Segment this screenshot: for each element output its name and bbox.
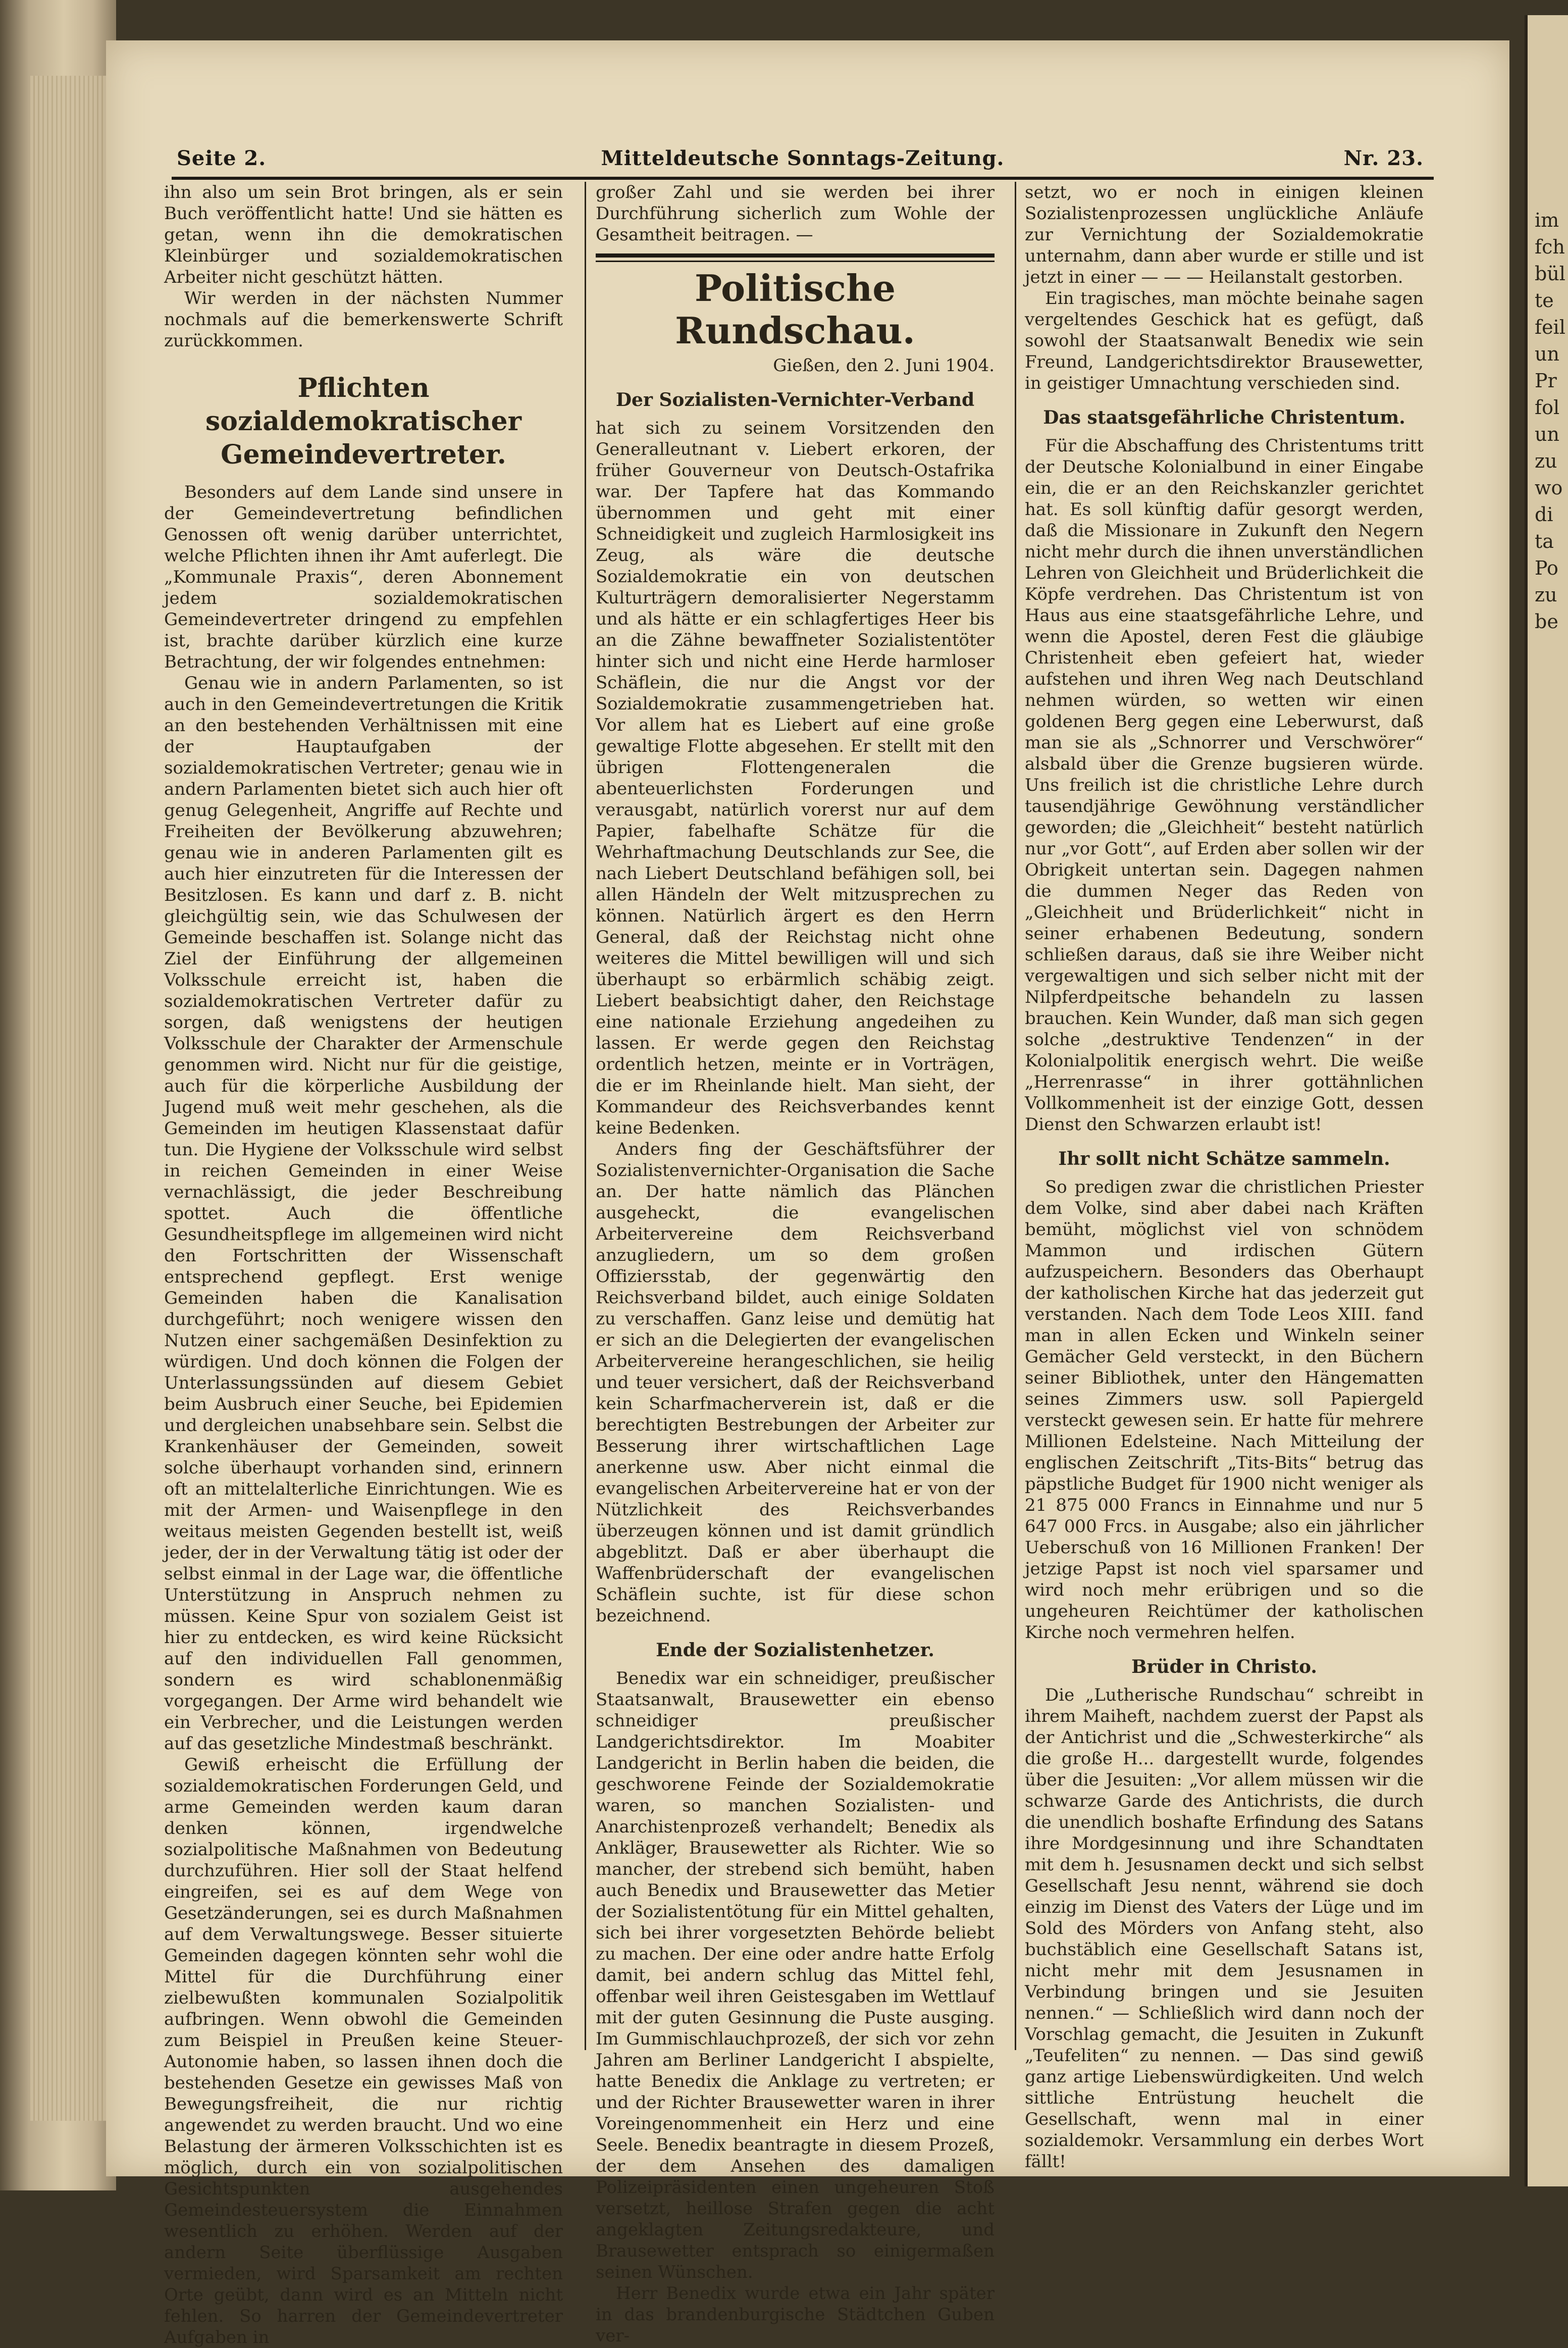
article-paragraph: Herr Benedix wurde etwa ein Jahr später in das brandenburgische Städtchen Guben ver- (596, 2283, 995, 2346)
article-continuation: ihn also um sein Brot bringen, als er sein Buch veröffentlicht hatte! Und sie hätten es getan, wenn ihn die demokratischen Kleinbürger und sozialdemokratischen Arbeiter nicht geschützt hätten. (164, 182, 563, 287)
section-masthead: Politische Rundschau. (675, 267, 915, 352)
article-heading: Das staatsgefährliche Christentum. (1043, 407, 1405, 428)
page-number: Seite 2. (177, 146, 267, 170)
article-paragraph: Gewiß erheischt die Erfüllung der sozialdemokratischen Forderungen Geld, und arme Gemeinden werden kaum daran denken können, irgendwelche sozialpolitische Maßnahmen von Bedeutung durchzuführen. Hier soll der Staat helfend eingreifen, sei es auf dem Wege von Gesetzänderungen, sei es durch Maßnahmen auf dem Verwaltungswege. Besser situierte Gemeinden dagegen könnten sehr wohl die Mittel für die Durchführung einer zielbewußten kommunalen Sozialpolitik aufbringen. Wenn obwohl die Gemeinden zum Beispiel in Preußen keine Steuer-Autonomie haben, so lassen ihnen doch die bestehenden Gesetze ein gewisses Maß von Bewegungsfreiheit, die nur richtig angewendet zu werden braucht. Und wo eine Belastung der ärmeren Volksschichten ist es möglich, durch ein von sozialpolitischen Gesichtspunkten ausgehendes Gemeindesteuersystem die Einnahmen wesentlich zu erhöhen. Werden auf der andern Seite überflüssige Ausgaben vermieden, wird Sparsamkeit am rechten Orte geübt, dann wird es an Mitteln nicht fehlen. So harren der Gemeindevertreter Aufgaben in (164, 1755, 563, 2347)
article-heading: Ende der Sozialistenhetzer. (656, 1640, 934, 1661)
article-paragraph: Wir werden in der nächsten Nummer nochmals auf die bemerkenswerte Schrift zurückkommen. (164, 288, 563, 351)
column-3 (1025, 182, 1424, 2172)
page-edges (30, 76, 106, 2121)
article-heading: Pflichten sozialdemokratischer Gemeindevertreter. (205, 373, 521, 470)
article-paragraph: Ein tragisches, man möchte beinahe sagen vergeltendes Geschick hat es gefügt, daß sowohl der Staatsanwalt Benedix wie sein Freund, Landgerichtsdirektor Brausewetter, in geistiger Umnachtung verschieden sind. (1025, 288, 1424, 393)
column-1 (164, 182, 563, 2347)
article-paragraph: Anders fing der Geschäftsführer der Sozialistenvernichter-Organisation die Sache an. Der hatte nämlich das Plänchen ausgeheckt, die evangelischen Arbeitervereine dem Reichsverband anzugliedern, um so dem großen Offiziersstab, der gegenwärtig den Reichsverband bildet, auch einige Soldaten zu verschaffen. Ganz leise und demütig hat er sich an die Delegierten der evangelischen Arbeitervereine herangeschlichen, sie heilig und teuer versichert, daß der Reichsverband kein Scharfmacherverein ist, daß er die berechtigten Bestrebungen der Arbeiter zur Besserung ihrer wirtschaftlichen Lage anerkenne usw. Aber nicht einmal die evangelischen Arbeitervereine hat er von der Nützlichkeit des Reichsverbandes überzeugen können und ist damit gründlich abgeblitzt. Daß er aber überhaupt die Waffenbrüderschaft der evangelischen Schäflein suchte, ist für diese schon bezeichnend. (596, 1139, 995, 1626)
next-page-text-fragment: im fch bül te feil un Pr fol un zu wo di ta Po zu be (1535, 209, 1565, 633)
article-paragraph: Genau wie in andern Parlamenten, so ist auch in den Gemeindevertretungen die Kritik an den bestehenden Verhältnissen mit eine der Hauptaufgaben der sozialdemokratischen Vertreter; genau wie in andern Parlamenten bietet sich auch hier oft genug Gelegenheit, Angriffe auf Rechte und Freiheiten der Bevölkerung abzuwehren; genau wie in anderen Parlamenten gilt es auch hier einzutreten für die Interessen der Besitzlosen. Es kann und darf z. B. nicht gleichgültig sein, wie das Schulwesen der Gemeinde beschaffen ist. Solange nicht das Ziel der Einführung der allgemeinen Volksschule erreicht ist, haben die sozialdemokratischen Vertreter dafür zu sorgen, daß wenigstens der heutigen Volksschule der Charakter der Armenschule genommen wird. Nicht nur für die geistige, auch für die körperliche Ausbildung der Jugend muß weit mehr geschehen, als die Gemeinden im heutigen Klassenstaat dafür tun. Die Hygiene der Volksschule wird selbst in reichen Gemeinden in einer Weise vernachlässigt, die jeder Beschreibung spottet. Auch die öffentliche Gesundheitspflege im allgemeinen wird nicht den Fortschritten der Wissenschaft entsprechend gepflegt. Erst wenige Gemeinden haben die Kanalisation durchgeführt; noch wenigere wissen den Nutzen einer sachgemäßen Desinfektion zu würdigen. Und doch können die Folgen der Unterlassungssünden auf diesem Gebiet beim Ausbruch einer Seuche, bei Epidemien und dergleichen unabsehbare sein. Selbst die Krankenhäuser der Gemeinden, soweit solche überhaupt vorhanden sind, erinnern oft an mittelalterliche Einrichtungen. Wie es mit der Armen- und Waisenpflege in den weitaus meisten Gegenden bestellt ist, weiß jeder, der in der Verwaltung tätig ist oder der selbst einmal in der Lage war, die öffentliche Unterstützung in Anspruch nehmen zu müssen. Keine Spur von sozialem Geist ist hier zu entdecken, es wird keine Rücksicht auf den individuellen Fall genommen, sondern es wird schablonenmäßig vorgegangen. Der Arme wird behandelt wie ein Verbrecher, und die Leistungen werden auf das gesetzliche Mindestmaß beschränkt. (164, 673, 563, 1754)
article-heading: Der Sozialisten-Vernichter-Verband (615, 389, 975, 411)
column-2 (596, 182, 995, 2346)
next-page-edge (1525, 15, 1568, 2186)
article-heading: Brüder in Christo. (1131, 1656, 1317, 1677)
section-rule (596, 253, 995, 258)
article-paragraph: So predigen zwar die christlichen Priester dem Volke, sind aber dabei nach Kräften bemüht, möglichst viel von schnödem Mammon und irdischen Gütern aufzuspeichern. Besonders das Oberhaupt der katholischen Kirche hat das jederzeit gut verstanden. Nach dem Tode Leos XIII. fand man in allen Ecken und Winkeln seiner Gemächer Geld versteckt, in den Büchern seiner Bibliothek, unter den Hängematten seines Zimmers usw. soll Papiergeld versteckt gewesen sein. Er hatte für mehrere Millionen Edelsteine. Nach Mitteilung der englischen Zeitschrift „Tits-Bits“ betrug das päpstliche Budget für 1900 nicht weniger als 21 875 000 Francs in Einnahme und nur 5 647 000 Frcs. in Ausgabe; also ein jährlicher Ueberschuß von 16 Millionen Franken! Der jetzige Papst ist noch viel sparsamer und wird noch mehr erübrigen und so die ungeheuren Reichtümer der katholischen Kirche noch vermehren helfen. (1025, 1177, 1424, 1643)
article-paragraph: Benedix war ein schneidiger, preußischer Staatsanwalt, Brausewetter ein ebenso schneidiger preußischer Landgerichtsdirektor. Im Moabiter Landgericht in Berlin haben die beiden, die geschworene Feinde der Sozialdemokratie waren, so manchen Sozialisten- und Anarchistenprozeß verhandelt; Benedix als Ankläger, Brausewetter als Richter. Wie so mancher, der strebend sich bemüht, haben auch Benedix und Brausewetter das Metier der Sozialistentötung für ein Mittel gehalten, sich bei ihrer vorgesetzten Behörde beliebt zu machen. Der eine oder andre hatte Erfolg damit, bei andern schlug das Mittel fehl, offenbar weil ihren Geistesgaben im Wettlauf mit der guten Gesinnung die Puste ausging. Im Gummischlauchprozeß, der sich vor zehn Jahren am Berliner Landgericht I abspielte, hatte Benedix die Anklage zu vertreten; er und der Richter Brausewetter waren in ihrer Voreingenommenheit ein Herz und eine Seele. Benedix beantragte in diesem Prozeß, der dem Ansehen des damaligen Polizeipräsidenten einen ungeheuren Stoß versetzt, heillose Strafen gegen die acht angeklagten Zeitungsredakteure, und Brausewetter entsprach so einigermaßen seinen Wünschen. (596, 1668, 995, 2282)
article-paragraph: Die „Lutherische Rundschau“ schreibt in ihrem Maiheft, nachdem zuerst der Papst als der Antichrist und die „Schwesterkirche“ als die große H... dargestellt wurde, folgendes über die Jesuiten: „Vor allem müssen wir die schwarze Garde des Antichrists, die durch die unendlich boshafte Erfindung des Satans ihre Mordgesinnung und ihre Schandtaten mit dem h. Jesusnamen deckt und sich selbst Gesellschaft Jesu nennt, während sie doch einzig im Dienst des Vaters der Lüge und im Sold des Mörders von Anfang steht, also buchstäblich eine Gesellschaft Satans ist, nicht mehr mit dem Jesusnamen in Verbindung bringen und sie Jesuiten nennen.“ — Schließlich wird dann noch der Vorschlag gemacht, die Jesuiten in Zukunft „Teufeliten“ zu nennen. — Das sind gewiß ganz artige Liebenswürdigkeiten. Und welch sittliche Entrüstung heuchelt die Gesellschaft, wenn mal in einer sozialdemokr. Versammlung ein derbes Wort fällt! (1025, 1685, 1424, 2172)
article-heading: Ihr sollt nicht Schätze sammeln. (1058, 1148, 1390, 1169)
issue-number: Nr. 23. (1343, 146, 1424, 170)
newspaper-title: Mitteldeutsche Sonntags-Zeitung. (601, 146, 1005, 170)
article-paragraph: Für die Abschaffung des Christentums tritt der Deutsche Kolonialbund in einer Eingabe ein, die er an den Reichskanzler gerichtet hat. Es soll künftig dafür gesorgt werden, daß die Missionare in Zukunft den Negern nicht mehr durch die ihnen unverständlichen Lehren von Gleichheit und Brüderlichkeit die Köpfe verdrehen. Das Christentum ist von Haus aus eine staatsgefährliche Lehre, und wenn die Apostel, deren Fest die gläubige Christenheit eben gefeiert hat, wieder aufstehen und ihren Weg nach Deutschland nehmen würden, so wetten wir einen goldenen Berg gegen eine Leberwurst, daß man sie als „Schnorrer und Verschwörer“ alsbald über die Grenze bugsieren würde. Uns freilich ist die christliche Lehre durch tausendjährige Gewöhnung verständlicher geworden; die „Gleichheit“ besteht natürlich nur „vor Gott“, auf Erden aber sollen wir der Obrigkeit untertan sein. Dagegen nahmen die dummen Neger das Reden von „Gleichheit und Brüderlichkeit“ nicht in seiner erhabenen Bedeutung, sondern schließen daraus, daß sie ihre Weiber nicht vergewaltigen und sich selber nicht mit der Nilpferdpeitsche behandeln zu lassen brauchen. Kein Wunder, daß man sich gegen solche „destruktive Tendenzen“ in der Kolonialpolitik energisch wehrt. Die weiße „Herrenrasse“ in ihrer gottähnlichen Vollkommenheit ist der einzige Gott, dessen Dienst den Schwarzen erlaubt ist! (1025, 436, 1424, 1135)
column-rule (1015, 182, 1016, 2050)
book-binding (0, 0, 116, 2190)
page-header (172, 146, 1434, 180)
dateline: Gießen, den 2. Juni 1904. (773, 355, 995, 376)
column-rule (585, 182, 586, 2050)
article-paragraph: hat sich zu seinem Vorsitzenden den Generalleutnant v. Liebert erkoren, der früher Gouverneur von Deutsch-Ostafrika war. Der Tapfere hat das Kommando übernommen und geht mit einer Schneidigkeit und zugleich Harmlosigkeit ins Zeug, als wäre die deutsche Sozialdemokratie ein von deutschen Kulturträgern demoralisierter Negerstamm und als hätte er ein schlagfertiges Heer bis an die Zähne bewaffneter Sozialistentöter hinter sich und nicht eine Herde harmloser Schäflein, die nur die Angst vor der Sozialdemokratie zusammengetrieben hat. Vor allem hat es Liebert auf eine große gewaltige Flotte abgesehen. Er stellt mit den übrigen Flottengeneralen die abenteuerlichsten Forderungen und verausgabt, natürlich vorerst nur auf dem Papier, fabelhafte Schätze für die Wehrhaftmachung Deutschlands zur See, die nach Liebert Deutschland befähigen soll, bei allen Händeln der Welt mitzusprechen zu können. Natürlich ärgert es den Herrn General, daß der Reichstag nicht ohne weiteres die Mittel bewilligen will und sich überhaupt so erbärmlich schäbig zeigt. Liebert beabsichtigt daher, den Reichstage eine nationale Erziehung angedeihen zu lassen. Er werde gegen den Reichstag ordentlich hetzen, meinte er in Vorträgen, die er im Rheinlande hielt. Man sieht, der Kommandeur des Reichsverbandes kennt keine Bedenken. (596, 418, 995, 1138)
article-continuation: setzt, wo er noch in einigen kleinen Sozialistenprozessen unglückliche Anläufe zur Vernichtung der Sozialdemokratie unternahm, dann aber wurde er stille und ist jetzt in einer — — — Heilanstalt gestorben. (1025, 182, 1424, 287)
section-rule (596, 261, 995, 262)
article-continuation: großer Zahl und sie werden bei ihrer Durchführung sicherlich zum Wohle der Gesamtheit beitragen. — (596, 182, 995, 245)
article-paragraph: Besonders auf dem Lande sind unsere in der Gemeindevertretung befindlichen Genossen oft wenig darüber unterrichtet, welche Pflichten ihnen ihr Amt auferlegt. Die „Kommunale Praxis“, deren Abonnement jedem sozialdemokratischen Gemeindevertreter dringend zu empfehlen ist, brachte darüber kürzlich eine kurze Betrachtung, der wir folgendes entnehmen: (164, 482, 563, 672)
